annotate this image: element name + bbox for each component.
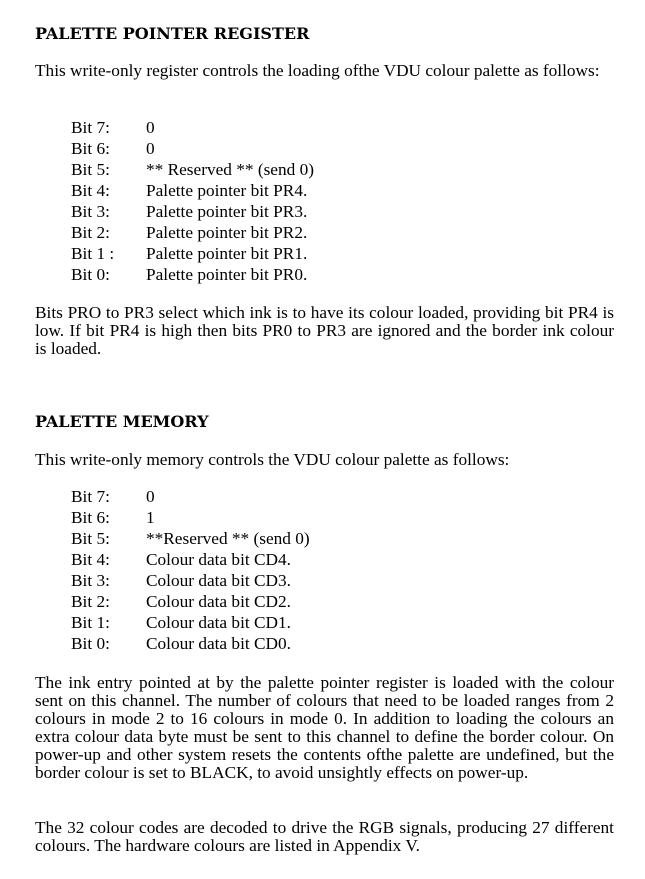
- bit-label: Bit 4:: [71, 550, 110, 569]
- section-paragraph: The ink entry pointed at by the palette pointer register is loaded with the colour sent on this channel. The number of colours that need to be loaded ranges from 2 colours in mode 2 to 16 colours in mode 0. In addition to loading the colours an extra colour data byte must be sent to this channel to define the border colour. On power-up and other system resets the contents ofthe palette are undefined, but the border colour is set to BLACK, to avoid unsightly effects on power-up.: [35, 673, 614, 782]
- bit-label: Bit 5:: [71, 160, 110, 179]
- bit-label: Bit 0:: [71, 265, 110, 284]
- bit-description: Colour data bit CD2.: [146, 592, 291, 611]
- bit-description: 0: [146, 118, 155, 137]
- bit-row: [71, 633, 310, 654]
- bit-label: Bit 3:: [71, 571, 110, 590]
- bit-description: 0: [146, 487, 155, 506]
- bit-label: Bit 2:: [71, 223, 110, 242]
- bit-row: [71, 117, 314, 138]
- bit-row: [71, 486, 310, 507]
- bit-description: Palette pointer bit PR2.: [146, 223, 308, 242]
- bit-list: [71, 486, 310, 654]
- section-intro: This write-only memory controls the VDU colour palette as follows:: [35, 450, 510, 469]
- bit-row: [71, 180, 314, 201]
- bit-description: Palette pointer bit PR1.: [146, 244, 308, 263]
- bit-label: Bit 1 :: [71, 244, 115, 263]
- bit-description: Colour data bit CD3.: [146, 571, 291, 590]
- bit-row: [71, 528, 310, 549]
- bit-description: ** Reserved ** (send 0): [146, 160, 314, 179]
- bit-row: [71, 591, 310, 612]
- section-heading-palette-memory: PALETTE MEMORY: [35, 412, 209, 431]
- section-intro: This write-only register controls the loading ofthe VDU colour palette as follows:: [35, 61, 600, 80]
- bit-description: 1: [146, 508, 155, 527]
- bit-row: [71, 612, 310, 633]
- bit-label: Bit 2:: [71, 592, 110, 611]
- bit-description: Colour data bit CD0.: [146, 634, 291, 653]
- bit-description: Palette pointer bit PR4.: [146, 181, 308, 200]
- bit-row: [71, 264, 314, 285]
- bit-row: [71, 570, 310, 591]
- section-paragraph: Bits PRO to PR3 select which ink is to have its colour loaded, providing bit PR4 is low. If bit PR4 is high then bits PR0 to PR3 are ignored and the border ink colour is loaded.: [35, 303, 614, 358]
- bit-description: Palette pointer bit PR3.: [146, 202, 308, 221]
- bit-description: Colour data bit CD1.: [146, 613, 291, 632]
- bit-label: Bit 6:: [71, 139, 110, 158]
- bit-label: Bit 1:: [71, 613, 110, 632]
- bit-description: Colour data bit CD4.: [146, 550, 291, 569]
- bit-label: Bit 7:: [71, 118, 110, 137]
- bit-row: [71, 507, 310, 528]
- bit-list: [71, 117, 314, 285]
- bit-row: [71, 222, 314, 243]
- bit-label: Bit 0:: [71, 634, 110, 653]
- bit-label: Bit 7:: [71, 487, 110, 506]
- section-paragraph: The 32 colour codes are decoded to drive the RGB signals, producing 27 different colours. The hardware colours are listed in Appendix V.: [35, 818, 614, 855]
- bit-label: Bit 5:: [71, 529, 110, 548]
- bit-description: 0: [146, 139, 155, 158]
- bit-row: [71, 138, 314, 159]
- bit-label: Bit 4:: [71, 181, 110, 200]
- bit-row: [71, 201, 314, 222]
- bit-label: Bit 3:: [71, 202, 110, 221]
- bit-row: [71, 159, 314, 180]
- bit-label: Bit 6:: [71, 508, 110, 527]
- section-heading-palette-pointer-register: PALETTE POINTER REGISTER: [35, 24, 310, 43]
- bit-description: **Reserved ** (send 0): [146, 529, 310, 548]
- bit-row: [71, 549, 310, 570]
- bit-row: [71, 243, 314, 264]
- bit-description: Palette pointer bit PR0.: [146, 265, 308, 284]
